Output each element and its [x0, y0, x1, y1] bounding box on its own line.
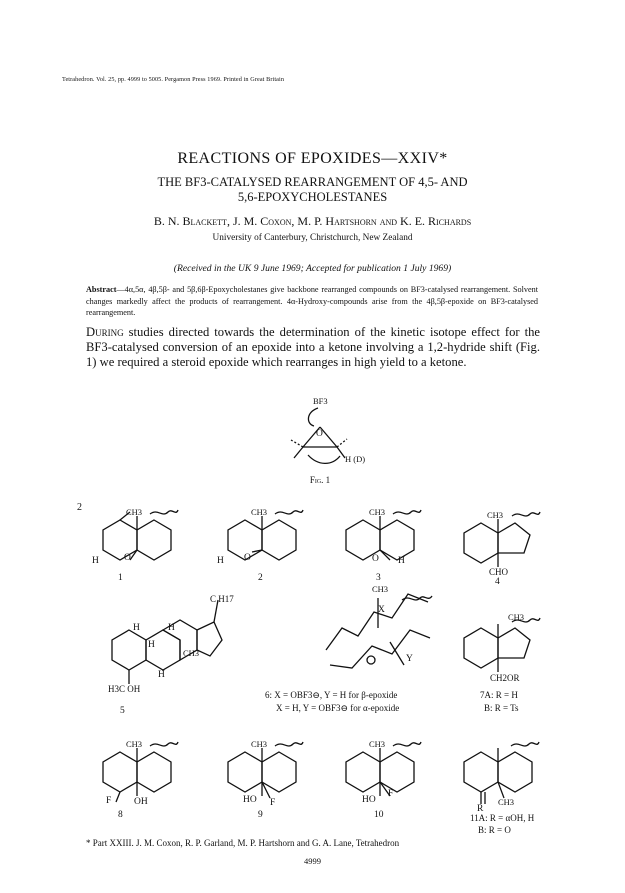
structure-11 — [464, 742, 539, 804]
s9-ch3: CH3 — [251, 739, 268, 749]
body-lead-word: During — [86, 325, 124, 339]
s5-h2: H — [168, 623, 175, 633]
s10-number: 10 — [374, 810, 384, 820]
structure-1 — [103, 510, 178, 560]
epoxide-oxygen-label: O — [316, 429, 323, 439]
h-d-label: H (D) — [345, 454, 366, 464]
s1-ch3: CH3 — [126, 507, 143, 517]
s6-x: X — [378, 605, 385, 615]
body-text: studies directed towards the determination of the kinetic isotope effect for the BF3-catalysed conversion of an epoxide into a ketone involving a 1,2-hydride shift (Fig. 1) we required a steroid epoxide which rearranges in high yield to a ketone. — [86, 325, 540, 369]
structure-8 — [103, 742, 178, 802]
author-list: B. N. Blackett, J. M. Coxon, M. P. Hartshorn and K. E. Richards — [153, 214, 472, 228]
s2-h: H — [217, 556, 224, 566]
s5-number: 5 — [120, 706, 125, 716]
bf3-label: BF3 — [313, 396, 328, 406]
caption-11b: B: R = O — [478, 825, 511, 835]
s2-number: 2 — [258, 573, 263, 583]
structure-9 — [228, 742, 303, 798]
caption-6-alpha: X = H, Y = OBF3⊖ for α-epoxide — [276, 703, 400, 713]
side-number: 2 — [77, 502, 82, 513]
caption-11a: 11A: R = αOH, H — [470, 813, 535, 823]
s8-f: F — [106, 796, 112, 806]
s3-ch3: CH3 — [369, 507, 386, 517]
abstract-text: —4α,5α, 4β,5β- and 5β,6β-Epoxycholestanes give backbone rearranged compounds on BF3-catalysed rearrangement. Solvent changes markedly affect the products of rearrangement. 4α-Hydroxy-compounds arise from the 4β,5β-epoxide on BF3-catalysed rearrangement. — [86, 285, 538, 318]
s4-ch3: CH3 — [487, 510, 504, 520]
structure-10 — [346, 742, 421, 796]
s7-ch2or: CH2OR — [490, 673, 520, 683]
structure-4 — [464, 512, 540, 567]
structure-3 — [346, 510, 421, 560]
s8-ch3: CH3 — [126, 739, 143, 749]
s1-h: H — [92, 556, 99, 566]
s9-f: F — [270, 798, 276, 808]
caption-7a: 7A: R = H — [480, 690, 518, 700]
subtitle-line-1: THE BF3-CATALYSED REARRANGEMENT OF 4,5- AND — [157, 175, 468, 189]
s6-ch3: CH3 — [372, 584, 389, 594]
s9-ho: HO — [243, 795, 257, 805]
journal-header: Tetrahedron. Vol. 25, pp. 4999 to 5005. Pergamon Press 1969. Printed in Great Britain — [62, 76, 285, 83]
caption-7b: B: R = Ts — [484, 703, 519, 713]
s2-o: O — [244, 553, 251, 563]
caption-6-beta: 6: X = OBF3⊖, Y = H for β-epoxide — [265, 690, 398, 700]
figure-caption: Fig. 1 — [309, 475, 331, 485]
s1-o: O — [124, 553, 131, 563]
s3-h: H — [398, 556, 405, 566]
structure-5 — [112, 600, 222, 684]
s11-r: R — [477, 804, 484, 814]
paper-title: REACTIONS OF EPOXIDES—XXIV* — [177, 150, 448, 167]
s6-y: Y — [406, 654, 413, 664]
s10-f: F — [388, 789, 394, 799]
s7-ch3: CH3 — [508, 612, 525, 622]
s5-h3c-oh: H3C OH — [108, 684, 141, 694]
received-dates: (Received in the UK 9 June 1969; Accepted for publication 1 July 1969) — [173, 263, 452, 274]
affiliation: University of Canterbury, Christchurch, New Zealand — [212, 233, 413, 243]
abstract-label: Abstract — [86, 285, 117, 294]
page-number: 4999 — [304, 856, 321, 866]
s5-side-chain: C H17 — [210, 594, 234, 604]
s5-h4: H — [158, 670, 165, 680]
structure-7 — [464, 618, 540, 672]
s5-h1: H — [133, 623, 140, 633]
s5-ch3: CH3 — [183, 648, 200, 658]
s2-ch3: CH3 — [251, 507, 268, 517]
s8-number: 8 — [118, 810, 123, 820]
s5-h3: H — [148, 640, 155, 650]
s11-ch3: CH3 — [498, 797, 515, 807]
s10-ch3: CH3 — [369, 739, 386, 749]
s4-number: 4 — [495, 577, 500, 587]
s8-oh: OH — [134, 797, 148, 807]
s9-number: 9 — [258, 810, 263, 820]
s1-number: 1 — [118, 573, 123, 583]
footnote: * Part XXIII. J. M. Coxon, R. P. Garland, M. P. Hartshorn and G. A. Lane, Tetrahedron — [86, 838, 400, 848]
s4-cho: CHO — [489, 567, 509, 577]
s3-number: 3 — [376, 573, 381, 583]
s10-ho: HO — [362, 795, 376, 805]
subtitle-line-2: 5,6-EPOXYCHOLESTANES — [237, 190, 388, 204]
structure-2 — [228, 510, 303, 560]
s3-o: O — [372, 554, 379, 564]
